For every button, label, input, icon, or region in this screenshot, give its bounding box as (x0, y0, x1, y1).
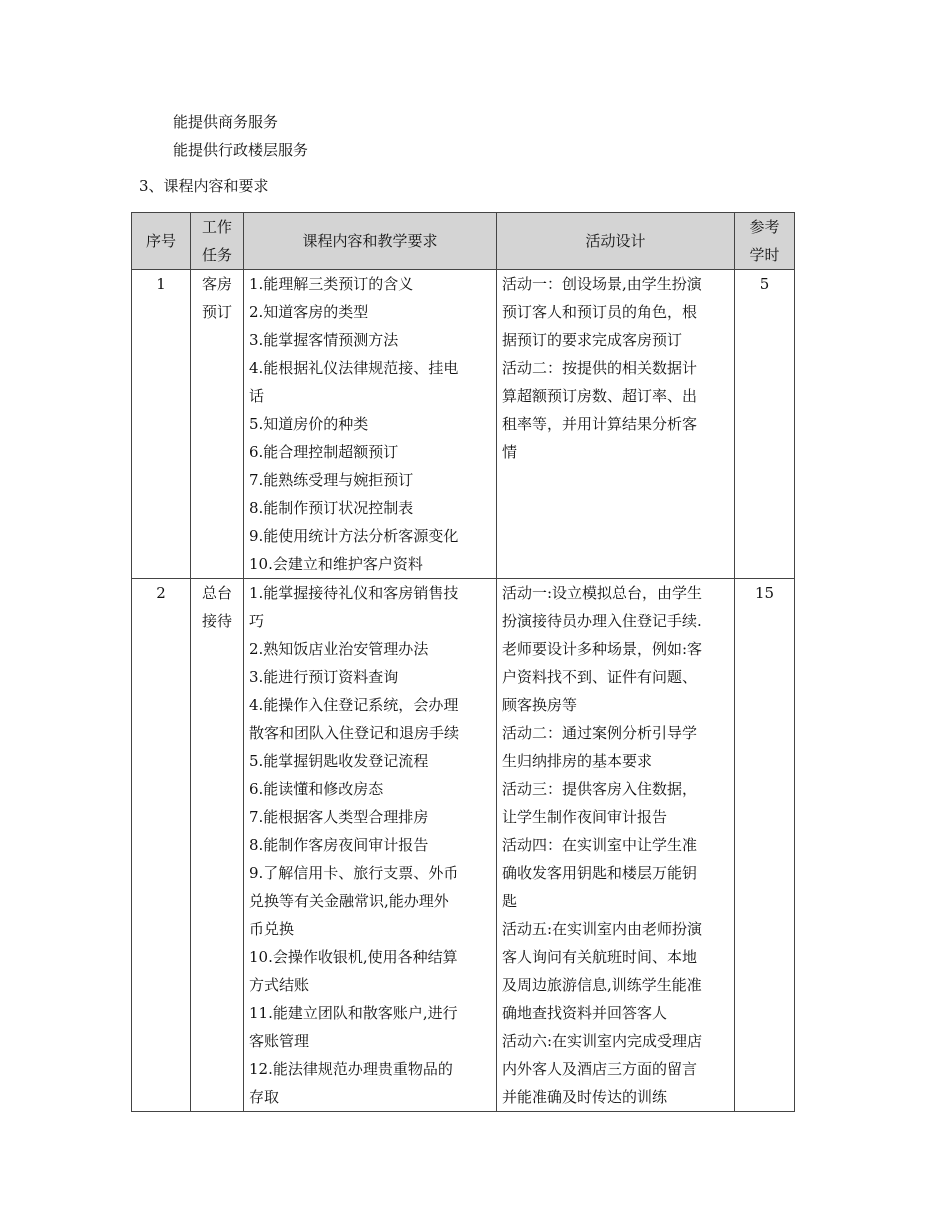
section-heading: 3、课程内容和要求 (139, 177, 269, 195)
row-1-hours: 5 (735, 270, 795, 579)
text-line: 散客和团队入住登记和退房手续 (249, 724, 460, 742)
text-line: 8.能制作预订状况控制表 (249, 499, 414, 517)
text-line: 让学生制作夜间审计报告 (502, 808, 668, 826)
text-line: 兑换等有关金融常识,能办理外 (249, 892, 449, 910)
text-line: 存取 (249, 1088, 280, 1106)
header-content (244, 213, 497, 270)
text-line: 活动三：提供客房入住数据， (502, 780, 698, 798)
text-line: 6.能读懂和修改房态 (249, 780, 384, 798)
text-line: 9.了解信用卡、旅行支票、外币 (249, 864, 459, 882)
text-line: 确地查找资料并回答客人 (502, 1004, 668, 1022)
text-line: 活动二：通过案例分析引导学 (502, 724, 698, 742)
text-line: 工作 (201, 218, 232, 236)
text-line: 据预订的要求完成客房预订 (502, 331, 683, 349)
text-line: 3.能掌握客情预测方法 (249, 331, 399, 349)
intro-line-2: 能提供行政楼层服务 (173, 141, 309, 159)
text-line: 租率等，并用计算结果分析客 (502, 415, 698, 433)
text-line: 生归纳排房的基本要求 (502, 752, 653, 770)
text-line: 活动二：按提供的相关数据计 (502, 359, 698, 377)
table-row (132, 579, 795, 1112)
text-line: 12.能法律规范办理贵重物品的 (249, 1060, 453, 1078)
intro-line-1: 能提供商务服务 (173, 113, 279, 131)
text-line: 活动设计 (585, 232, 646, 250)
row-2-seq: 2 (132, 579, 191, 1112)
text-line: 参考 (749, 218, 780, 236)
header-task (191, 213, 244, 270)
row-2-content (244, 579, 497, 1112)
row-1-task (191, 270, 244, 579)
table-row (132, 270, 795, 579)
text-line: 接待 (201, 612, 232, 630)
text-line: 扮演接待员办理入住登记手续. (502, 612, 702, 630)
text-line: 算超额预订房数、超订率、出 (502, 387, 698, 405)
table-header-row (132, 213, 795, 270)
text-line: 5.知道房价的种类 (249, 415, 369, 433)
text-line: 任务 (201, 246, 232, 264)
text-line: 预订 (201, 303, 232, 321)
text-line: 4.能操作入住登记系统，会办理 (249, 696, 459, 714)
text-line: 客房 (201, 275, 232, 293)
text-line: 序号 (145, 232, 176, 250)
row-2-hours: 15 (735, 579, 795, 1112)
text-line: 巧 (249, 612, 265, 630)
text-line: 预订客人和预订员的角色，根 (502, 303, 698, 321)
text-line: 户资料找不到、证件有问题、 (502, 668, 698, 686)
text-line: 客账管理 (249, 1032, 310, 1050)
text-line: 课程内容和教学要求 (302, 232, 438, 250)
text-line: 并能准确及时传达的训练 (502, 1088, 668, 1106)
header-activity (497, 213, 735, 270)
text-line: 4.能根据礼仪法律规范接、挂电 (249, 359, 459, 377)
text-line: 9.能使用统计方法分析客源变化 (249, 527, 459, 545)
text-line: 1.能掌握接待礼仪和客房销售技 (249, 584, 459, 602)
row-1-seq: 1 (132, 270, 191, 579)
text-line: 学时 (749, 246, 780, 264)
text-line: 10.会操作收银机,使用各种结算 (249, 948, 458, 966)
header-hours (735, 213, 795, 270)
text-line: 活动六:在实训室内完成受理店 (502, 1032, 703, 1050)
text-line: 总台 (201, 584, 232, 602)
text-line: 客人询问有关航班时间、本地 (502, 948, 698, 966)
text-line: 币兑换 (249, 920, 295, 938)
row-1-activity (497, 270, 735, 579)
text-line: 活动一：创设场景,由学生扮演 (502, 275, 702, 293)
text-line: 10.会建立和维护客户资料 (249, 555, 423, 573)
text-line: 6.能合理控制超额预订 (249, 443, 399, 461)
row-2-task (191, 579, 244, 1112)
text-line: 方式结账 (249, 976, 310, 994)
text-line: 话 (249, 387, 265, 405)
course-table (131, 212, 795, 1112)
text-line: 11.能建立团队和散客账户,进行 (249, 1004, 458, 1022)
text-line: 顾客换房等 (502, 696, 578, 714)
text-line: 老师要设计多种场景，例如:客 (502, 640, 703, 658)
text-line: 7.能熟练受理与婉拒预订 (249, 471, 414, 489)
text-line: 活动一:设立模拟总台，由学生 (502, 584, 703, 602)
text-line: 7.能根据客人类型合理排房 (249, 808, 429, 826)
text-line: 活动五:在实训室内由老师扮演 (502, 920, 703, 938)
text-line: 活动四：在实训室中让学生准 (502, 836, 698, 854)
row-2-activity (497, 579, 735, 1112)
text-line: 情 (502, 443, 518, 461)
text-line: 8.能制作客房夜间审计报告 (249, 836, 429, 854)
text-line: 确收发客用钥匙和楼层万能钥 (502, 864, 698, 882)
text-line: 2.知道客房的类型 (249, 303, 369, 321)
row-1-content (244, 270, 497, 579)
text-line: 及周边旅游信息,训练学生能准 (502, 976, 702, 994)
text-line: 3.能进行预订资料查询 (249, 668, 399, 686)
text-line: 内外客人及酒店三方面的留言 (502, 1060, 698, 1078)
text-line: 2.熟知饭店业治安管理办法 (249, 640, 429, 658)
text-line: 匙 (502, 892, 518, 910)
text-line: 5.能掌握钥匙收发登记流程 (249, 752, 429, 770)
text-line: 1.能理解三类预订的含义 (249, 275, 414, 293)
header-seq (132, 213, 191, 270)
